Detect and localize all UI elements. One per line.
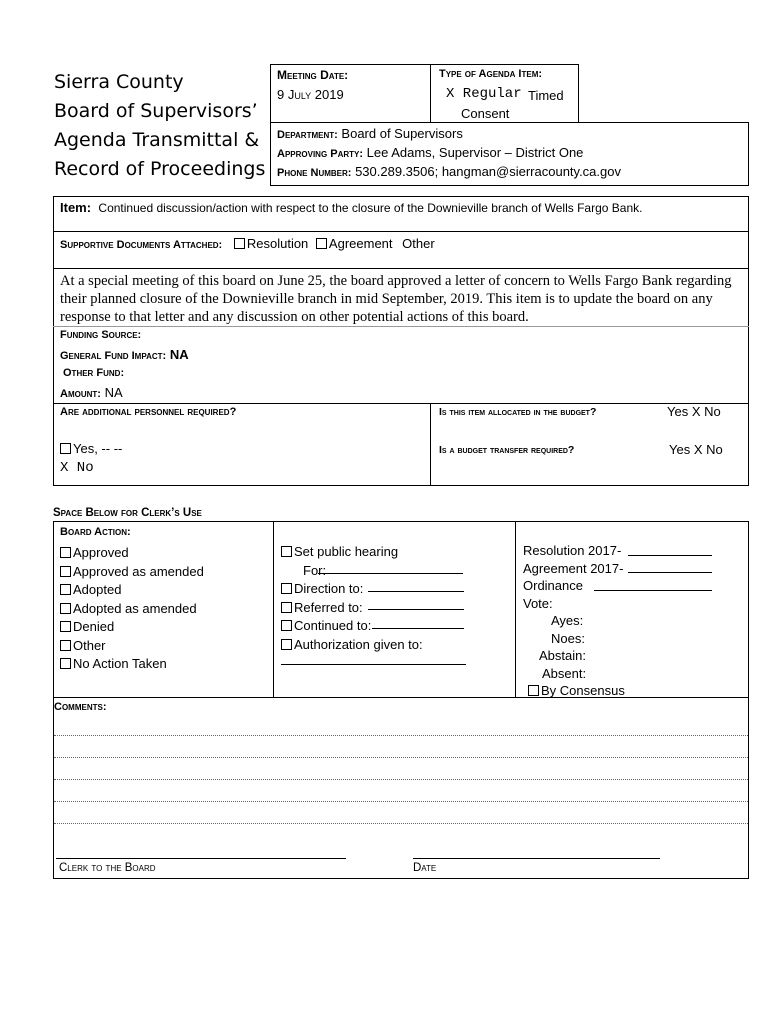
list-item[interactable]: Other bbox=[60, 637, 204, 656]
list-item[interactable]: No Action Taken bbox=[60, 655, 204, 674]
form-title bbox=[54, 68, 265, 184]
personnel-yes-checkbox[interactable] bbox=[60, 443, 71, 454]
continued-field[interactable] bbox=[372, 628, 464, 629]
personnel-no-text: X No bbox=[60, 460, 94, 476]
comment-line[interactable] bbox=[54, 757, 748, 758]
noes-label: Noes: bbox=[551, 630, 585, 646]
authorization-checkbox[interactable] bbox=[281, 639, 292, 650]
budget-allocated-value: Yes X No bbox=[667, 404, 721, 419]
for-field[interactable] bbox=[318, 573, 463, 574]
funding-source-label: Funding Source: bbox=[60, 329, 142, 341]
phone-label: Phone Number: bbox=[277, 167, 352, 179]
approving-party-label: Approving Party: bbox=[277, 148, 364, 160]
agenda-type-timed: Timed bbox=[528, 88, 564, 103]
action-checkbox[interactable] bbox=[60, 584, 71, 595]
abstain-label: Abstain: bbox=[539, 648, 586, 663]
direction-to-label: Direction to: bbox=[294, 581, 364, 596]
item-description: At a special meeting of this board on June 25, the board approved a letter of concern to Wells Fargo Bank regarding their planned closure of the Downieville branch in mid September, 2019. This item is to update the board on any response to that letter and any discussion on other potential actions of this board. bbox=[60, 273, 732, 325]
public-hearing-checkbox[interactable] bbox=[281, 546, 292, 557]
other-fund-label: Other Fund: bbox=[63, 367, 125, 379]
date-signature-field[interactable] bbox=[413, 858, 660, 859]
list-item[interactable]: Denied bbox=[60, 618, 204, 637]
general-fund-row bbox=[60, 347, 189, 362]
date-label: Date bbox=[413, 862, 437, 874]
action-checkbox[interactable] bbox=[60, 603, 71, 614]
budget-allocated-label: Is this item allocated in the budget? bbox=[439, 406, 597, 418]
ordinance-field[interactable] bbox=[594, 590, 712, 591]
board-action-label: Board Action: bbox=[60, 526, 131, 538]
action-checkbox[interactable] bbox=[60, 547, 71, 558]
referred-field[interactable] bbox=[368, 609, 464, 610]
absent-label: Absent: bbox=[542, 665, 587, 681]
authorization-label: Authorization given to: bbox=[294, 636, 423, 652]
comment-line[interactable] bbox=[54, 823, 748, 824]
resolution-checkbox[interactable] bbox=[234, 238, 245, 249]
comment-line[interactable] bbox=[54, 801, 748, 802]
title-line: Record of Proceedings bbox=[54, 158, 266, 180]
title-line: Board of Supervisors’ bbox=[54, 100, 258, 122]
agreement-field[interactable] bbox=[628, 572, 712, 573]
ayes-label: Ayes: bbox=[551, 613, 584, 628]
resolution-field[interactable] bbox=[628, 555, 712, 556]
comment-line[interactable] bbox=[54, 779, 748, 780]
department-row bbox=[277, 126, 463, 141]
department-label: Department: bbox=[277, 129, 338, 141]
ordinance-label: Ordinance bbox=[523, 578, 583, 593]
department-value: Board of Supervisors bbox=[341, 126, 463, 141]
resolution-column bbox=[523, 542, 625, 700]
personnel-label: Are additional personnel required? bbox=[60, 406, 237, 418]
action-checkbox[interactable] bbox=[60, 658, 71, 669]
agreement-label: Agreement 2017- bbox=[523, 560, 624, 576]
continued-checkbox[interactable] bbox=[281, 620, 292, 631]
board-action-list bbox=[60, 544, 204, 674]
direction-checkbox[interactable] bbox=[281, 583, 292, 594]
list-item[interactable]: Approved as amended bbox=[60, 563, 204, 582]
amount-row bbox=[60, 385, 123, 400]
general-fund-value: NA bbox=[169, 347, 189, 362]
list-item[interactable]: Approved bbox=[60, 544, 204, 563]
phone-value: 530.289.3506; hangman@sierracounty.ca.gov bbox=[355, 164, 621, 179]
approving-party-row bbox=[277, 145, 583, 160]
title-line: Agenda Transmittal & bbox=[54, 129, 260, 151]
meeting-date-value: 9 July 2019 bbox=[277, 87, 344, 102]
authorization-field[interactable] bbox=[281, 664, 466, 665]
set-public-hearing-label: Set public hearing bbox=[294, 544, 399, 559]
action-checkbox[interactable] bbox=[60, 621, 71, 632]
agreement-checkbox[interactable] bbox=[316, 238, 327, 249]
budget-transfer-value: Yes X No bbox=[669, 442, 723, 457]
personnel-yes-text: Yes, -- -- bbox=[73, 441, 123, 456]
resolution-label: Resolution bbox=[246, 236, 309, 251]
comments-label: Comments: bbox=[54, 701, 107, 713]
item-label: Item: bbox=[60, 200, 92, 215]
resolution-label: Resolution 2017- bbox=[523, 543, 622, 558]
agreement-label: Agreement bbox=[328, 236, 393, 251]
budget-transfer-label: Is a budget transfer required? bbox=[439, 444, 575, 456]
hearing-column bbox=[281, 543, 423, 654]
agenda-type-consent: Consent bbox=[461, 106, 510, 121]
meeting-date-label: Meeting Date: bbox=[277, 68, 349, 82]
personnel-yes-row bbox=[60, 441, 122, 456]
phone-row bbox=[277, 164, 621, 179]
continued-to-label: Continued to: bbox=[294, 618, 372, 633]
general-fund-label: General Fund Impact: bbox=[60, 350, 167, 362]
referred-checkbox[interactable] bbox=[281, 602, 292, 613]
action-checkbox[interactable] bbox=[60, 566, 71, 577]
title-line: Sierra County bbox=[54, 71, 184, 93]
supportive-docs-label: Supportive Documents Attached: bbox=[60, 239, 223, 251]
list-item[interactable]: Adopted bbox=[60, 581, 204, 600]
other-label: Other bbox=[402, 236, 435, 251]
item-text: Continued discussion/action with respect to the closure of the Downieville branch of Wells Fargo Bank. bbox=[98, 201, 643, 215]
item-row bbox=[60, 200, 642, 215]
amount-label: Amount: bbox=[60, 388, 101, 400]
for-label: For: bbox=[303, 562, 327, 578]
clerk-section-label: Space Below for Clerk’s Use bbox=[53, 507, 202, 519]
list-item[interactable]: Adopted as amended bbox=[60, 600, 204, 619]
referred-to-label: Referred to: bbox=[294, 599, 363, 615]
supportive-docs-row bbox=[60, 236, 435, 251]
by-consensus-label: By Consensus bbox=[541, 683, 625, 698]
agenda-type-regular: X Regular bbox=[446, 86, 522, 102]
clerk-signature-label: Clerk to the Board bbox=[59, 862, 156, 874]
amount-value: NA bbox=[104, 385, 123, 400]
direction-field[interactable] bbox=[368, 591, 464, 592]
approving-party-value: Lee Adams, Supervisor – District One bbox=[366, 145, 584, 160]
by-consensus-checkbox[interactable] bbox=[528, 685, 539, 696]
vote-label: Vote: bbox=[523, 595, 553, 611]
agenda-type-label: Type of Agenda Item: bbox=[439, 68, 543, 80]
clerk-signature-field[interactable] bbox=[56, 858, 346, 859]
action-checkbox[interactable] bbox=[60, 640, 71, 651]
comment-line[interactable] bbox=[54, 735, 748, 736]
